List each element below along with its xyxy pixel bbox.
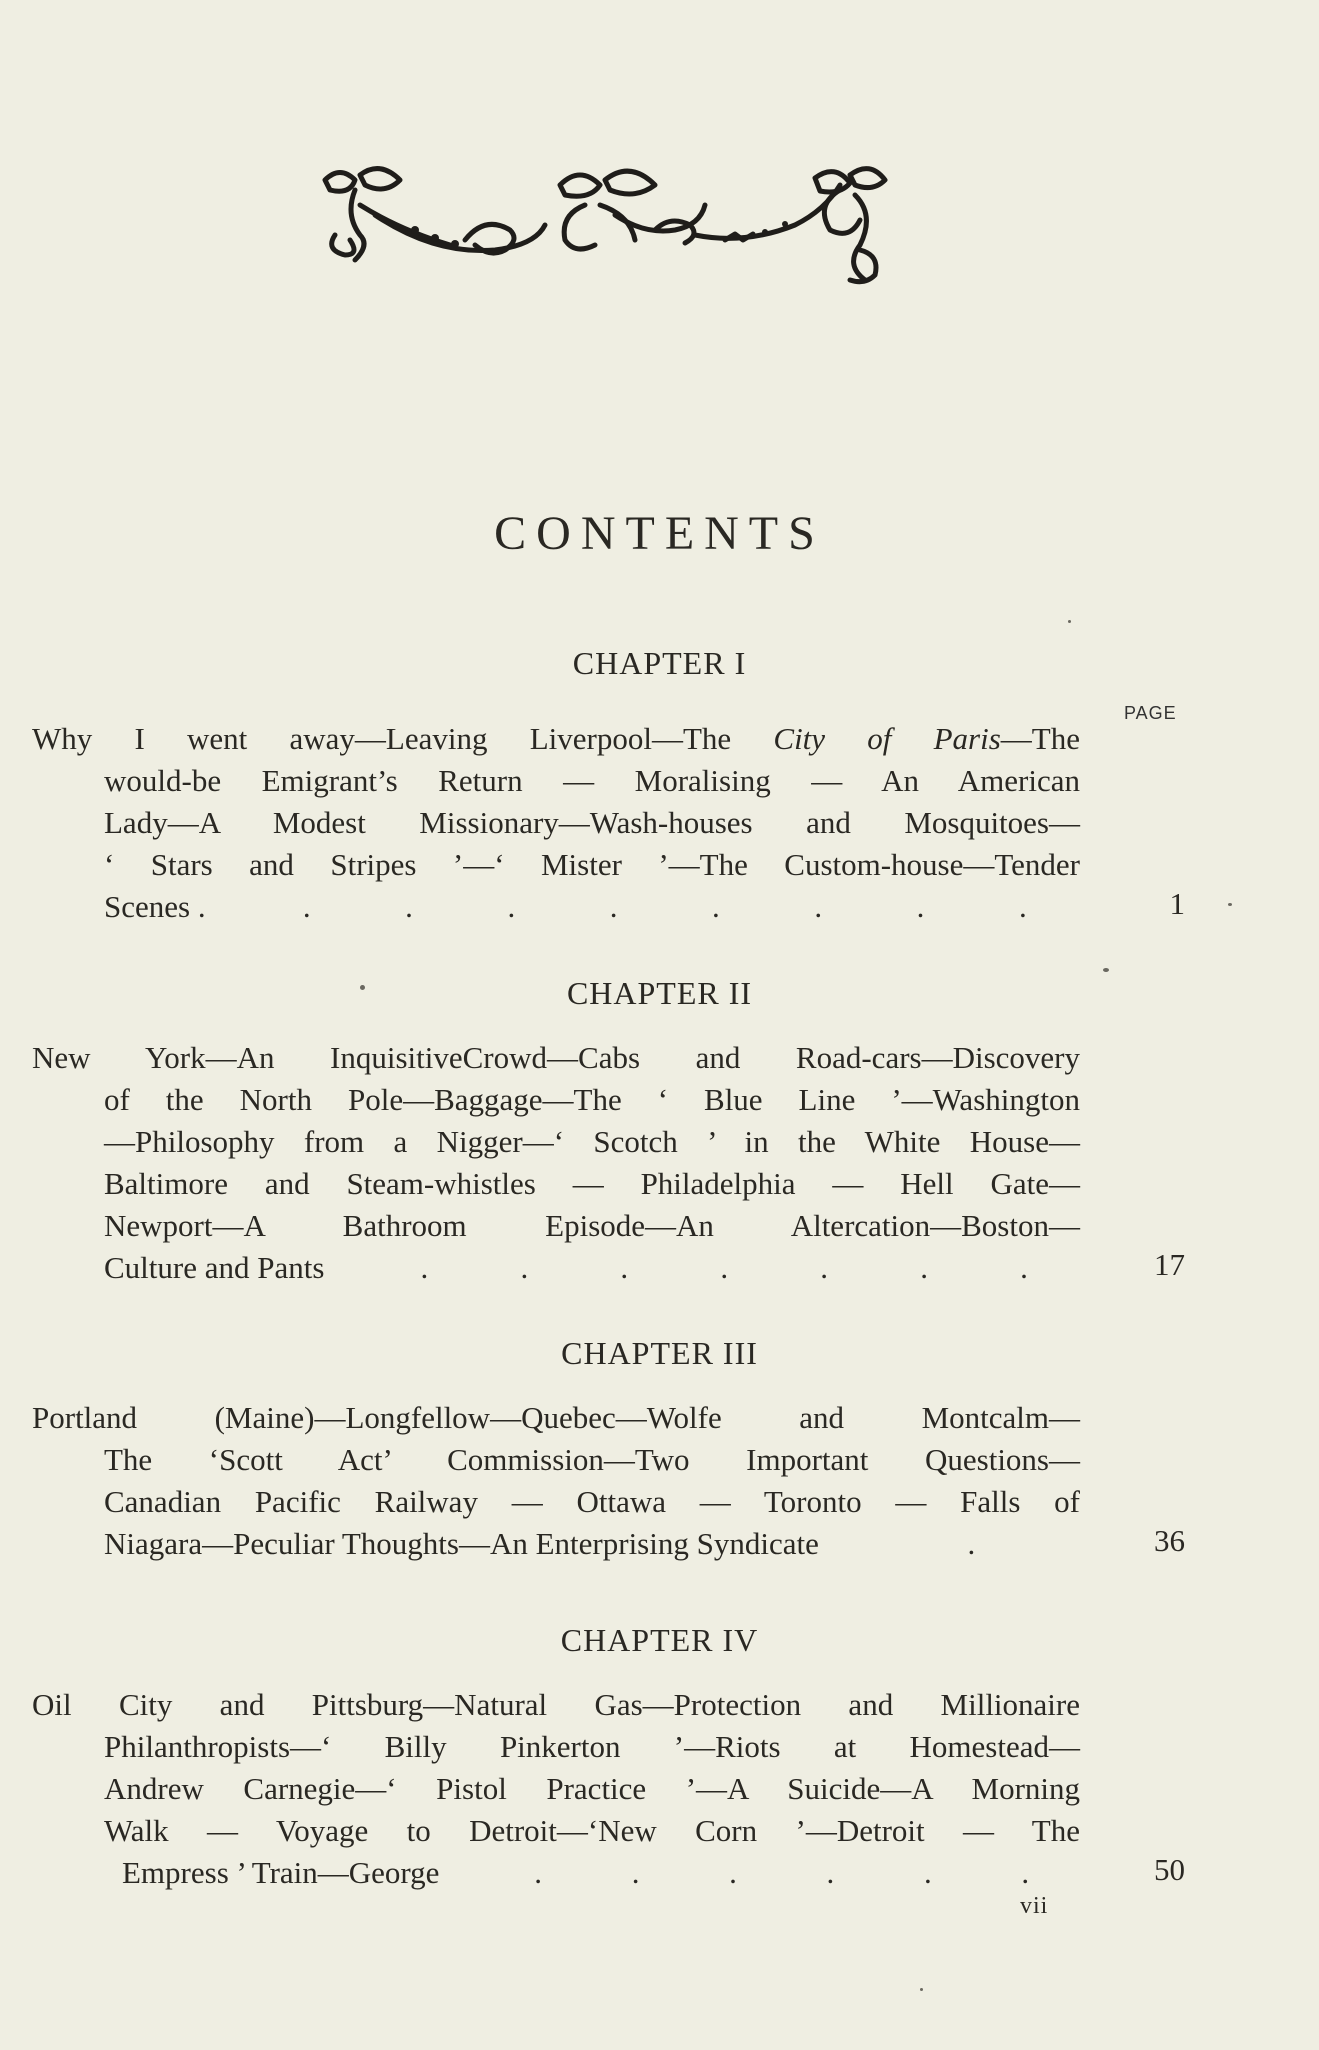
page-number: 17 [1154,1247,1185,1282]
chapter-summary [32,718,1080,928]
paper-speck [1103,968,1109,972]
summary-line: ‘ Stars and Stripes ’—‘ Mister ’—The Custom-house—Tender [104,847,1080,882]
summary-line: Canadian Pacific Railway — Ottawa — Toronto — Falls of [104,1484,1080,1519]
summary-line: Oil City and Pittsburg—Natural Gas—Protection and Millionaire [32,1687,1080,1722]
dot-leader: . . . . . . . . [302,889,1027,924]
paper-speck [1068,620,1071,623]
chapter-summary [32,1397,1080,1565]
summary-line: The ‘Scott Act’ Commission—Two Important Questions— [104,1442,1080,1477]
italic-title: City of Paris [773,721,1001,756]
paper-speck [360,985,365,990]
page-title: CONTENTS [494,507,825,560]
summary-line: Empress ’ Train—George . . . . . . [32,1852,1080,1894]
chapter-heading: CHAPTER I [572,645,747,681]
chapter-heading: CHAPTER II [566,975,753,1011]
folio-number: vii [1020,1893,1049,1919]
page-number: 36 [1154,1523,1185,1558]
paper-speck [920,1988,923,1991]
summary-line: Why I went away—Leaving Liverpool—The City of Paris—The [32,721,1080,756]
summary-line: Culture and Pants . . . . . . . [32,1247,1080,1289]
summary-line: Walk — Voyage to Detroit—‘New Corn ’—Detroit — The [104,1813,1080,1848]
summary-line: Lady—A Modest Missionary—Wash-houses and Mosquitoes— [104,805,1080,840]
page-number: 1 [1169,886,1185,921]
summary-line: Scenes . . . . . . . . . [32,886,1080,928]
dot-leader: . . . . . . . [420,1250,1028,1285]
summary-line: Portland (Maine)—Longfellow—Quebec—Wolfe and Montcalm— [32,1400,1080,1435]
chapter-summary [32,1684,1080,1894]
page-number: 50 [1154,1852,1185,1887]
page-column-label: PAGE [1124,703,1177,723]
summary-line: Baltimore and Steam-whistles — Philadelphia — Hell Gate— [104,1166,1080,1201]
dot-leader: . [967,1526,976,1561]
chapter-heading: CHAPTER IV [560,1622,759,1658]
summary-line: Andrew Carnegie—‘ Pistol Practice ’—A Suicide—A Morning [104,1771,1080,1806]
summary-line: would-be Emigrant’s Return — Moralising — An American [104,763,1080,798]
dot-leader: . . . . . . [534,1855,1030,1890]
chapter-summary [32,1037,1080,1289]
summary-line: New York—An InquisitiveCrowd—Cabs and Road-cars—Discovery [32,1040,1080,1075]
summary-line: —Philosophy from a Nigger—‘ Scotch ’ in the White House— [104,1124,1080,1159]
summary-line: Newport—A Bathroom Episode—An Altercation—Boston— [104,1208,1080,1243]
summary-line: Philanthropists—‘ Billy Pinkerton ’—Riots at Homestead— [104,1729,1080,1764]
summary-line: Niagara—Peculiar Thoughts—An Enterprising Syndicate . [32,1523,1080,1565]
chapter-heading: CHAPTER III [561,1335,758,1371]
summary-line: of the North Pole—Baggage—The ‘ Blue Line ’—Washington [104,1082,1080,1117]
ribbon-ornament-icon [315,160,895,290]
paper-speck [1228,903,1232,906]
